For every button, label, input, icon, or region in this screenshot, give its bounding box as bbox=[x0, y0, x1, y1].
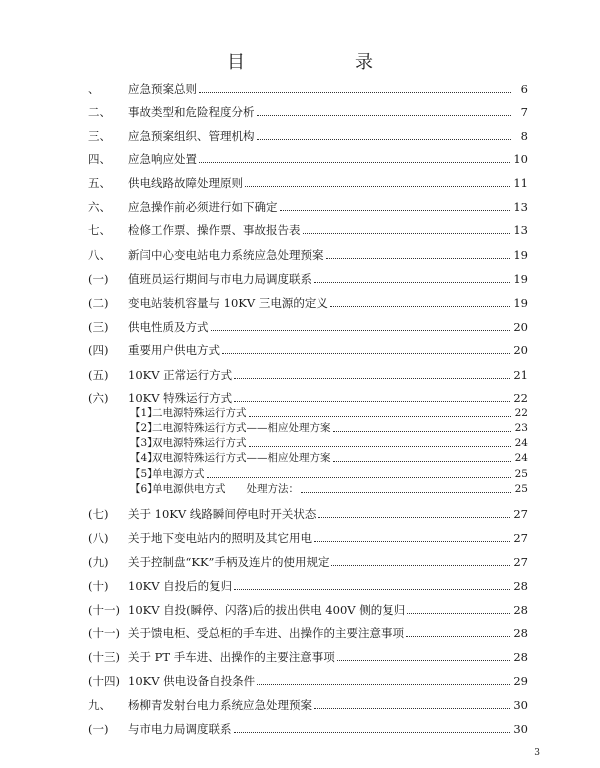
dot-leader bbox=[234, 731, 511, 733]
toc-entry[interactable] bbox=[88, 198, 528, 214]
toc-entry[interactable] bbox=[88, 246, 528, 262]
toc-entry-page: 30 bbox=[513, 698, 528, 712]
toc-entry-page: 19 bbox=[513, 296, 528, 310]
dot-leader bbox=[222, 352, 510, 354]
toc-entry-title: 事故类型和危险程度分析 bbox=[128, 105, 255, 119]
toc-entry[interactable] bbox=[88, 696, 528, 712]
toc-entry-page: 10 bbox=[513, 152, 528, 166]
toc-entry-page: 11 bbox=[513, 176, 528, 190]
toc-entry-page: 22 bbox=[514, 407, 528, 419]
toc-entry[interactable] bbox=[88, 270, 528, 286]
toc-entry-title: 应急预案总则 bbox=[128, 82, 197, 96]
toc-entry[interactable] bbox=[88, 221, 528, 237]
toc-entry-number: 、 bbox=[88, 82, 100, 96]
toc-entry-title: 应急预案组织、管理机构 bbox=[128, 129, 255, 143]
toc-entry-page: 19 bbox=[513, 248, 528, 262]
toc-entry[interactable] bbox=[88, 150, 528, 166]
toc-entry-title: 10KV 自投后的复归 bbox=[128, 579, 233, 593]
dot-leader bbox=[407, 612, 510, 614]
dot-leader bbox=[337, 659, 511, 661]
toc-entry[interactable] bbox=[88, 389, 528, 405]
toc-entry-page: 27 bbox=[513, 507, 528, 521]
toc-entry-number: (九) bbox=[88, 555, 109, 569]
toc-entry-number: (三) bbox=[88, 320, 109, 334]
toc-entry-number: (一) bbox=[88, 272, 109, 286]
toc-entry-number: 六、 bbox=[88, 200, 111, 214]
dot-leader bbox=[257, 114, 512, 116]
toc-entry[interactable] bbox=[88, 672, 528, 688]
toc-entry-title: 与市电力局调度联系 bbox=[128, 722, 232, 736]
dot-leader bbox=[199, 91, 511, 93]
toc-entry-number: (十一) bbox=[88, 603, 120, 617]
toc-subentry[interactable] bbox=[130, 436, 528, 450]
toc-entry-title: 重要用户供电方式 bbox=[128, 343, 220, 357]
toc-entry[interactable] bbox=[88, 529, 528, 545]
dot-leader bbox=[257, 138, 512, 140]
toc-entry-page: 22 bbox=[513, 391, 528, 405]
toc-entry-page: 27 bbox=[513, 531, 528, 545]
toc-entry-title: 10KV 自投(瞬停、闪落)后的拔出供电 400V 侧的复归 bbox=[128, 603, 406, 617]
toc-entry-title: 关于 PT 手车进、出操作的主要注意事项 bbox=[128, 650, 335, 664]
toc-entry[interactable] bbox=[88, 505, 528, 521]
toc-entry-title: 供电性质及方式 bbox=[128, 320, 209, 334]
toc-entry-number: 三、 bbox=[88, 129, 111, 143]
toc-entry[interactable] bbox=[88, 341, 528, 357]
toc-subentry[interactable] bbox=[130, 406, 528, 420]
toc-entry-number: 【1】 bbox=[130, 407, 158, 419]
toc-entry-title: 单电源供电方式 处理方法： bbox=[152, 483, 299, 495]
toc-entry-number: (一) bbox=[88, 722, 109, 736]
toc-entry-page: 30 bbox=[513, 722, 528, 736]
toc-entry-title: 二电源特殊运行方式 bbox=[152, 407, 247, 419]
dot-leader bbox=[249, 445, 512, 447]
toc-entry-page: 24 bbox=[514, 452, 528, 464]
toc-entry-number: 四、 bbox=[88, 152, 111, 166]
toc-entry-title: 应急响应处置 bbox=[128, 152, 197, 166]
dot-leader bbox=[314, 707, 510, 709]
toc-entry-page: 21 bbox=[513, 368, 528, 382]
toc-title bbox=[0, 48, 600, 74]
toc-subentry[interactable] bbox=[130, 467, 528, 481]
dot-leader bbox=[330, 305, 511, 307]
toc-entry[interactable] bbox=[88, 624, 528, 640]
dot-leader bbox=[333, 430, 512, 432]
toc-entry-page: 23 bbox=[514, 422, 528, 434]
toc-entry-title: 10KV 特殊运行方式 bbox=[128, 391, 233, 405]
dot-leader bbox=[234, 377, 510, 379]
toc-entry-page: 29 bbox=[513, 674, 528, 688]
dot-leader bbox=[301, 491, 511, 493]
toc-entry-number: 【2】 bbox=[130, 422, 158, 434]
toc-entry-page: 6 bbox=[520, 82, 528, 96]
dot-leader bbox=[314, 281, 510, 283]
toc-entry-page: 28 bbox=[513, 626, 528, 640]
dot-leader bbox=[303, 232, 511, 234]
toc-entry[interactable] bbox=[88, 318, 528, 334]
dot-leader bbox=[280, 209, 511, 211]
toc-entry-page: 8 bbox=[520, 129, 528, 143]
dot-leader bbox=[406, 635, 510, 637]
toc-entry[interactable] bbox=[88, 127, 528, 143]
toc-entry-number: (四) bbox=[88, 343, 109, 357]
toc-entry-title: 供电线路故障处理原则 bbox=[128, 176, 243, 190]
dot-leader bbox=[234, 400, 510, 402]
toc-entry-page: 25 bbox=[514, 483, 528, 495]
toc-entry-title: 新闫中心变电站电力系统应急处理预案 bbox=[128, 248, 324, 262]
toc-entry[interactable] bbox=[88, 103, 528, 119]
dot-leader bbox=[326, 257, 511, 259]
toc-entry[interactable] bbox=[88, 80, 528, 96]
toc-entry-number: 二、 bbox=[88, 105, 111, 119]
dot-leader bbox=[257, 683, 510, 685]
dot-leader bbox=[211, 329, 511, 331]
toc-entry-number: (十一) bbox=[88, 626, 120, 640]
toc-entry-title: 二电源特殊运行方式——相应处理方案 bbox=[152, 422, 331, 434]
toc-entry-number: 九、 bbox=[88, 698, 111, 712]
toc-entry[interactable] bbox=[88, 294, 528, 310]
dot-leader bbox=[199, 161, 510, 163]
toc-entry-page: 13 bbox=[513, 200, 528, 214]
toc-entry-number: 【6】 bbox=[130, 483, 158, 495]
toc-entry-page: 25 bbox=[514, 468, 528, 480]
toc-entry-number: (五) bbox=[88, 368, 109, 382]
toc-entry-number: (十三) bbox=[88, 650, 120, 664]
toc-entry-title: 双电源特殊运行方式 bbox=[152, 437, 247, 449]
toc-entry-number: (二) bbox=[88, 296, 109, 310]
toc-entry-title: 关于 10KV 线路瞬间停电时开关状态 bbox=[128, 507, 317, 521]
toc-entry-number: 五、 bbox=[88, 176, 111, 190]
toc-entry[interactable] bbox=[88, 174, 528, 190]
toc-subentry[interactable] bbox=[130, 421, 528, 435]
dot-leader bbox=[331, 564, 510, 566]
dot-leader bbox=[333, 460, 512, 462]
toc-entry-page: 20 bbox=[513, 343, 528, 357]
toc-entry-number: 七、 bbox=[88, 223, 111, 237]
toc-entry-title: 10KV 正常运行方式 bbox=[128, 368, 233, 382]
toc-entry-page: 24 bbox=[514, 437, 528, 449]
toc-entry-title: 关于地下变电站内的照明及其它用电 bbox=[128, 531, 312, 545]
toc-entry-number: 【3】 bbox=[130, 437, 158, 449]
toc-entry-number: 八、 bbox=[88, 248, 111, 262]
toc-entry-page: 28 bbox=[513, 579, 528, 593]
toc-entry-title: 应急操作前必须进行如下确定 bbox=[128, 200, 278, 214]
toc-entry-title: 10KV 供电设备自投条件 bbox=[128, 674, 256, 688]
dot-leader bbox=[318, 516, 510, 518]
toc-entry-title: 变电站装机容量与 10KV 三电源的定义 bbox=[128, 296, 328, 310]
toc-entry-title: 关于馈电柜、受总柜的手车进、出操作的主要注意事项 bbox=[128, 626, 404, 640]
toc-entry-page: 7 bbox=[520, 105, 528, 119]
toc-entry-title: 双电源特殊运行方式——相应处理方案 bbox=[152, 452, 331, 464]
toc-entry-number: (十四) bbox=[88, 674, 120, 688]
toc-entry[interactable] bbox=[88, 601, 528, 617]
dot-leader bbox=[249, 415, 512, 417]
toc-subentry[interactable] bbox=[130, 482, 528, 496]
toc-entry-title: 值班员运行期间与市电力局调度联系 bbox=[128, 272, 312, 286]
toc-subentry[interactable] bbox=[130, 451, 528, 465]
toc-entry-number: 【5】 bbox=[130, 468, 158, 480]
toc-title-left: 目 bbox=[227, 52, 245, 73]
toc-entry-page: 28 bbox=[513, 603, 528, 617]
page-number: 3 bbox=[534, 748, 540, 758]
toc-entry-title: 检修工作票、操作票、事故报告表 bbox=[128, 223, 301, 237]
toc-entry[interactable] bbox=[88, 648, 528, 664]
toc-entry-page: 19 bbox=[513, 272, 528, 286]
toc-entry-title: 单电源方式 bbox=[152, 468, 205, 480]
dot-leader bbox=[314, 540, 510, 542]
toc-entry-number: 【4】 bbox=[130, 452, 158, 464]
dot-leader bbox=[245, 185, 510, 187]
toc-entry-page: 27 bbox=[513, 555, 528, 569]
toc-entry[interactable] bbox=[88, 366, 528, 382]
toc-entry[interactable] bbox=[88, 553, 528, 569]
toc-entry-number: (七) bbox=[88, 507, 109, 521]
toc-entry-page: 13 bbox=[513, 223, 528, 237]
dot-leader bbox=[207, 476, 512, 478]
toc-title-right: 录 bbox=[355, 52, 373, 73]
toc-entry[interactable] bbox=[88, 720, 528, 736]
dot-leader bbox=[234, 588, 510, 590]
toc-entry-title: 关于控制盘“KK”手柄及连片的使用规定 bbox=[128, 555, 330, 569]
toc-entry-number: (十) bbox=[88, 579, 109, 593]
toc-entry-page: 20 bbox=[513, 320, 528, 334]
toc-entry-title: 杨柳青发射台电力系统应急处理预案 bbox=[128, 698, 312, 712]
toc-entry-number: (八) bbox=[88, 531, 109, 545]
toc-entry-number: (六) bbox=[88, 391, 109, 405]
toc-entry[interactable] bbox=[88, 577, 528, 593]
toc-entry-page: 28 bbox=[513, 650, 528, 664]
